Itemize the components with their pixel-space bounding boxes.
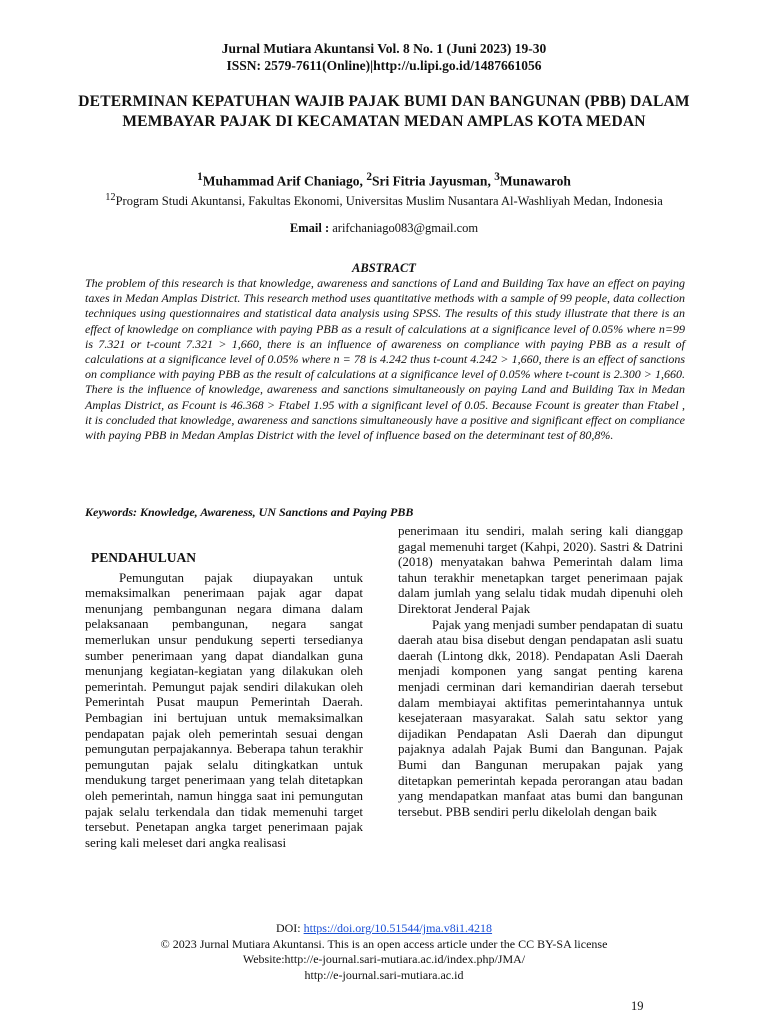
journal-header (0, 40, 768, 74)
doi-link[interactable]: https://doi.org/10.51544/jma.v8i1.4218 (303, 921, 493, 935)
author-3-superscript: 3 (494, 171, 500, 183)
issn-line: ISSN: 2579-7611(Online)|http://u.lipi.go.id/1487661056 (226, 58, 542, 73)
email-line (0, 220, 768, 236)
journal-citation-line: Jurnal Mutiara Akuntansi Vol. 8 No. 1 (Juni 2023) 19-30 (221, 41, 547, 56)
abstract-text: The problem of this research is that knowledge, awareness and sanctions of Land and Building Tax have an effect on paying taxes in Medan Amplas District. This research method uses quantitative methods with a sample of 99 people, data collection techniques using questionnaires and statistical data analysis using SPSS. The results of this study illustrate that there is an effect of knowledge on compliance with paying PBB as a result of calculations at a significance level of 0.05% where n=99 is 7.321 or t-count 7.321 > 1,660, there is an influence of awareness on compliance with paying PBB as a result of calculations at a significance level of 0.05% where n = 78 is 4.242 thus t-count 4.242 > 1,660, there is an effect of sanctions on compliance with paying PBB as the result of calculations at a significance level of 0.05% where t-count is 2.300 > 1,660. There is the influence of knowledge, awareness and sanctions simultaneously on paying Land and Building Tax in Medan Amplas District, as Fcount is 46.368 > Ftabel 1.95 with a significant level of 0.05. Because Fcount is greater than Ftabel , it is concluded that knowledge, awareness and sanctions simultaneously have a positive and significant effect on compliance with paying PBB in Medan Amplas District with the level of influence based on the determinant test of 80,8%. (85, 276, 685, 443)
author-1-superscript: 1 (197, 171, 203, 183)
author-2-name: Sri Fitria Jayusman, (371, 173, 495, 189)
keywords: Keywords: Knowledge, Awareness, UN Sanctions and Paying PBB (85, 505, 414, 519)
email-address: arifchaniago083@gmail.com (332, 221, 479, 235)
section-heading-pendahuluan: PENDAHULUAN (91, 550, 197, 565)
page-number: 19 (631, 999, 644, 1013)
author-1-name: Muhammad Arif Chaniago, (202, 173, 367, 189)
abstract-heading: ABSTRACT (352, 261, 416, 275)
license-line: © 2023 Jurnal Mutiara Akuntansi. This is an open access article under the CC BY-SA license (160, 936, 608, 951)
author-2-superscript: 2 (366, 171, 372, 183)
email-label: Email : (289, 221, 333, 235)
doi-label: DOI: (275, 921, 304, 935)
website-line: Website:http://e-journal.sari-mutiara.ac.id/index.php/JMA/ (242, 952, 526, 966)
paper-title: DETERMINAN KEPATUHAN WAJIB PAJAK BUMI DAN BANGUNAN (PBB) DALAM MEMBAYAR PAJAK DI KECAMATAN MEDAN AMPLAS KOTA MEDAN (78, 93, 690, 130)
left-column (85, 550, 363, 850)
intro-paragraph-2: Pajak yang menjadi sumber pendapatan di suatu daerah atau bisa disebut dengan pendapatan asli suatu daerah (Lintong dkk, 2018). Pendapatan Asli Daerah menjadi komponen yang sangat penting karena menjadi cerminan dari kemandirian daerah tersebut dalam membiayai aktifitas pemerintahannya untuk kesejateraan masyarakat. Salah satu sektor yang dijadikan Pendapatan Asli Daerah dan dipungut pajaknya adalah Pajak Bumi dan Bangunan. Pajak Bumi dan Bangunan merupakan pajak yang ditetapkan pemerintah kepada perorangan atau badan yang mendapatkan manfaat atas bumi dan bangunan tersebut. PBB sendiri perlu dikelolah dengan baik (398, 616, 683, 819)
affiliation-superscript: 12 (105, 192, 116, 203)
intro-paragraph-continued: penerimaan itu sendiri, malah sering kali dianggap gagal memenuhi target (Kahpi, 2020). Sastri & Datrini (2018) menyatakan bahwa Pemerintah dalam lima tahun terakhir menetapkan target penerimaan pajak dalam jumlah yang selalu tidak mudah dipenuhi oleh Direktorat Jenderal Pajak (398, 523, 683, 616)
author-3-name: Munawaroh (499, 173, 571, 189)
author-list (0, 168, 768, 191)
page-footer (0, 921, 768, 983)
right-column (398, 523, 683, 819)
affiliation-text: Program Studi Akuntansi, Fakultas Ekonomi, Universitas Muslim Nusantara Al-Washliyah Medan, Indonesia (115, 194, 663, 209)
affiliation (70, 190, 698, 209)
journal-url-line: http://e-journal.sari-mutiara.ac.id (304, 967, 464, 982)
doi-line (0, 921, 768, 937)
intro-paragraph-1: Pemungutan pajak diupayakan untuk memaksimalkan penerimaan pajak agar dapat menunjang pembangunan negara dimana dalam pelaksanaan pembangunan, negara sangat memerlukan unsur pendukung seperti tersedianya sumber penerimaan yang dapat diandalkan guna menunjang kegiatan-kegiatan yang dilakukan oleh pemerintah. Pemungut pajak sendiri dilakukan oleh Pemerintah Pusat maupun Pemerintah Daerah. Pembagian ini bertujuan untuk memaksimalkan pendapatan pajak oleh pemerintah sesuai dengan pemungutan perpajakannya. Beberapa tahun terakhir pemungutan pajak selalu ditingkatkan untuk mendukung target penerimaan yang telah ditetapkan oleh pemerintah, namun hingga saat ini pemungutan pajak selalu terkendala dan tidak memenuhi target tersebut. Penetapan angka target penerimaan pajak sering kali meleset dari angka realisasi (85, 569, 363, 850)
